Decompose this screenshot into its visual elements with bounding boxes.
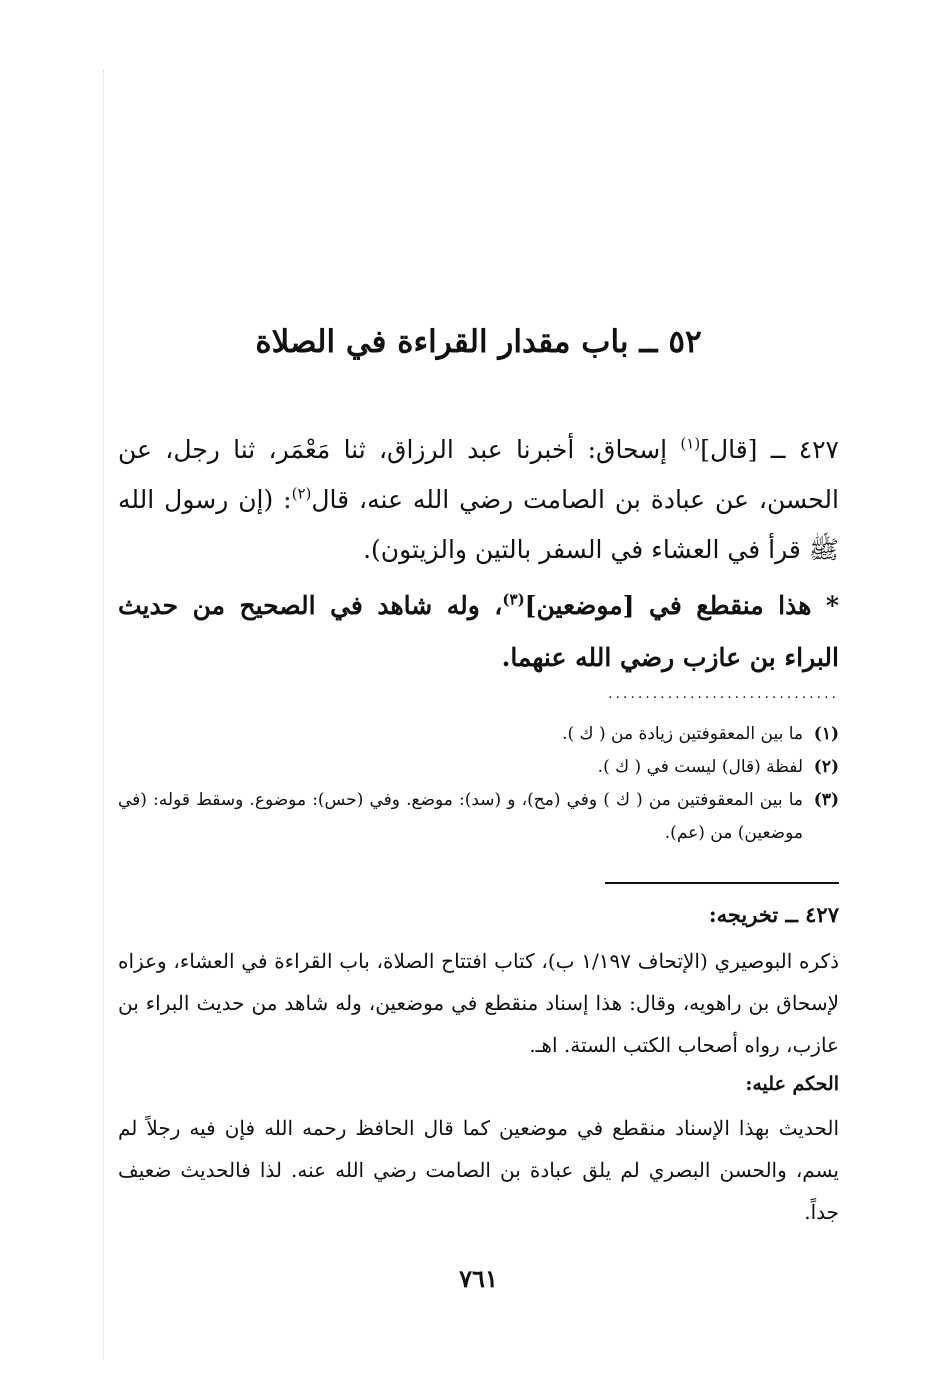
footnote-text: لفظة (قال) ليست في ( ك ). <box>597 757 803 777</box>
takhrij-heading: ٤٢٧ ــ تخريجه: <box>708 902 839 927</box>
footnote-text: ما بين المعقوفتين زيادة من ( ك ). <box>562 724 803 744</box>
footnote-separator-dots: ............................... <box>608 686 839 702</box>
chapter-title: ٥٢ ــ باب مقدار القراءة في الصلاة <box>255 324 702 360</box>
hadith-isnad: إسحاق: أخبرنا عبد الرزاق، ثنا مَعْمَر، ثنا رجل، عن الحسن، عن عبادة بن الصامت رضي الله عنه، قال <box>118 435 839 514</box>
hadith-qal: [قال] <box>700 435 758 464</box>
hadith-verdict <box>118 580 839 684</box>
takhrij-text: ذكره البوصيري (الإتحاف ١/١٩٧ ب)، كتاب افتتاح الصلاة، باب القراءة في العشاء، وعزاه لإسحاق بن راهويه، وقال: هذا إسناد منقطع في موضعين، وله شاهد من حديث البراء بن عازب، رواه أصحاب الكتب الستة. اهـ. <box>118 949 839 1057</box>
footnote-number: (٣) <box>813 790 839 810</box>
hadith-matn: : (إن رسول الله ﷺ قرأ في العشاء في السفر بالتين والزيتون). <box>118 485 839 564</box>
verdict-part-2: ، وله شاهد في الصحيح من حديث البراء بن عازب رضي الله عنهما. <box>118 591 839 672</box>
footnote-2 <box>118 751 839 784</box>
section-divider <box>605 882 839 884</box>
page-gutter-line <box>103 70 104 1360</box>
footnote-number: (٢) <box>813 757 839 777</box>
footnotes <box>118 718 839 850</box>
footnote-number: (١) <box>813 724 839 744</box>
footnote-ref-3: (٣) <box>502 590 525 609</box>
footnote-1 <box>118 718 839 751</box>
hadith-text <box>118 425 839 575</box>
ruling-text: الحديث بهذا الإسناد منقطع في موضعين كما قال الحافظ رحمه الله فإن فيه رجلاً لم يسم، والحسن البصري لم يلق عبادة بن الصامت رضي الله عنه. لذا فالحديث ضعيف جداً. <box>118 1116 839 1224</box>
footnote-text: ما بين المعقوفتين من ( ك ) وفي (مح)، و (سد): موضع. وفي (حس): موضوع. وسقط قوله: (في موضعين) من (عم). <box>118 790 803 843</box>
verdict-part-1: * هذا منقطع في [موضعين] <box>524 591 840 620</box>
footnote-3 <box>118 784 839 850</box>
footnote-ref-2: (٢) <box>291 484 312 503</box>
page-number: ٧٦١ <box>459 1264 498 1293</box>
footnote-ref-1: (١) <box>680 434 701 453</box>
ruling-heading: الحكم عليه: <box>745 1073 839 1095</box>
hadith-number: ٤٢٧ ــ <box>770 435 839 464</box>
